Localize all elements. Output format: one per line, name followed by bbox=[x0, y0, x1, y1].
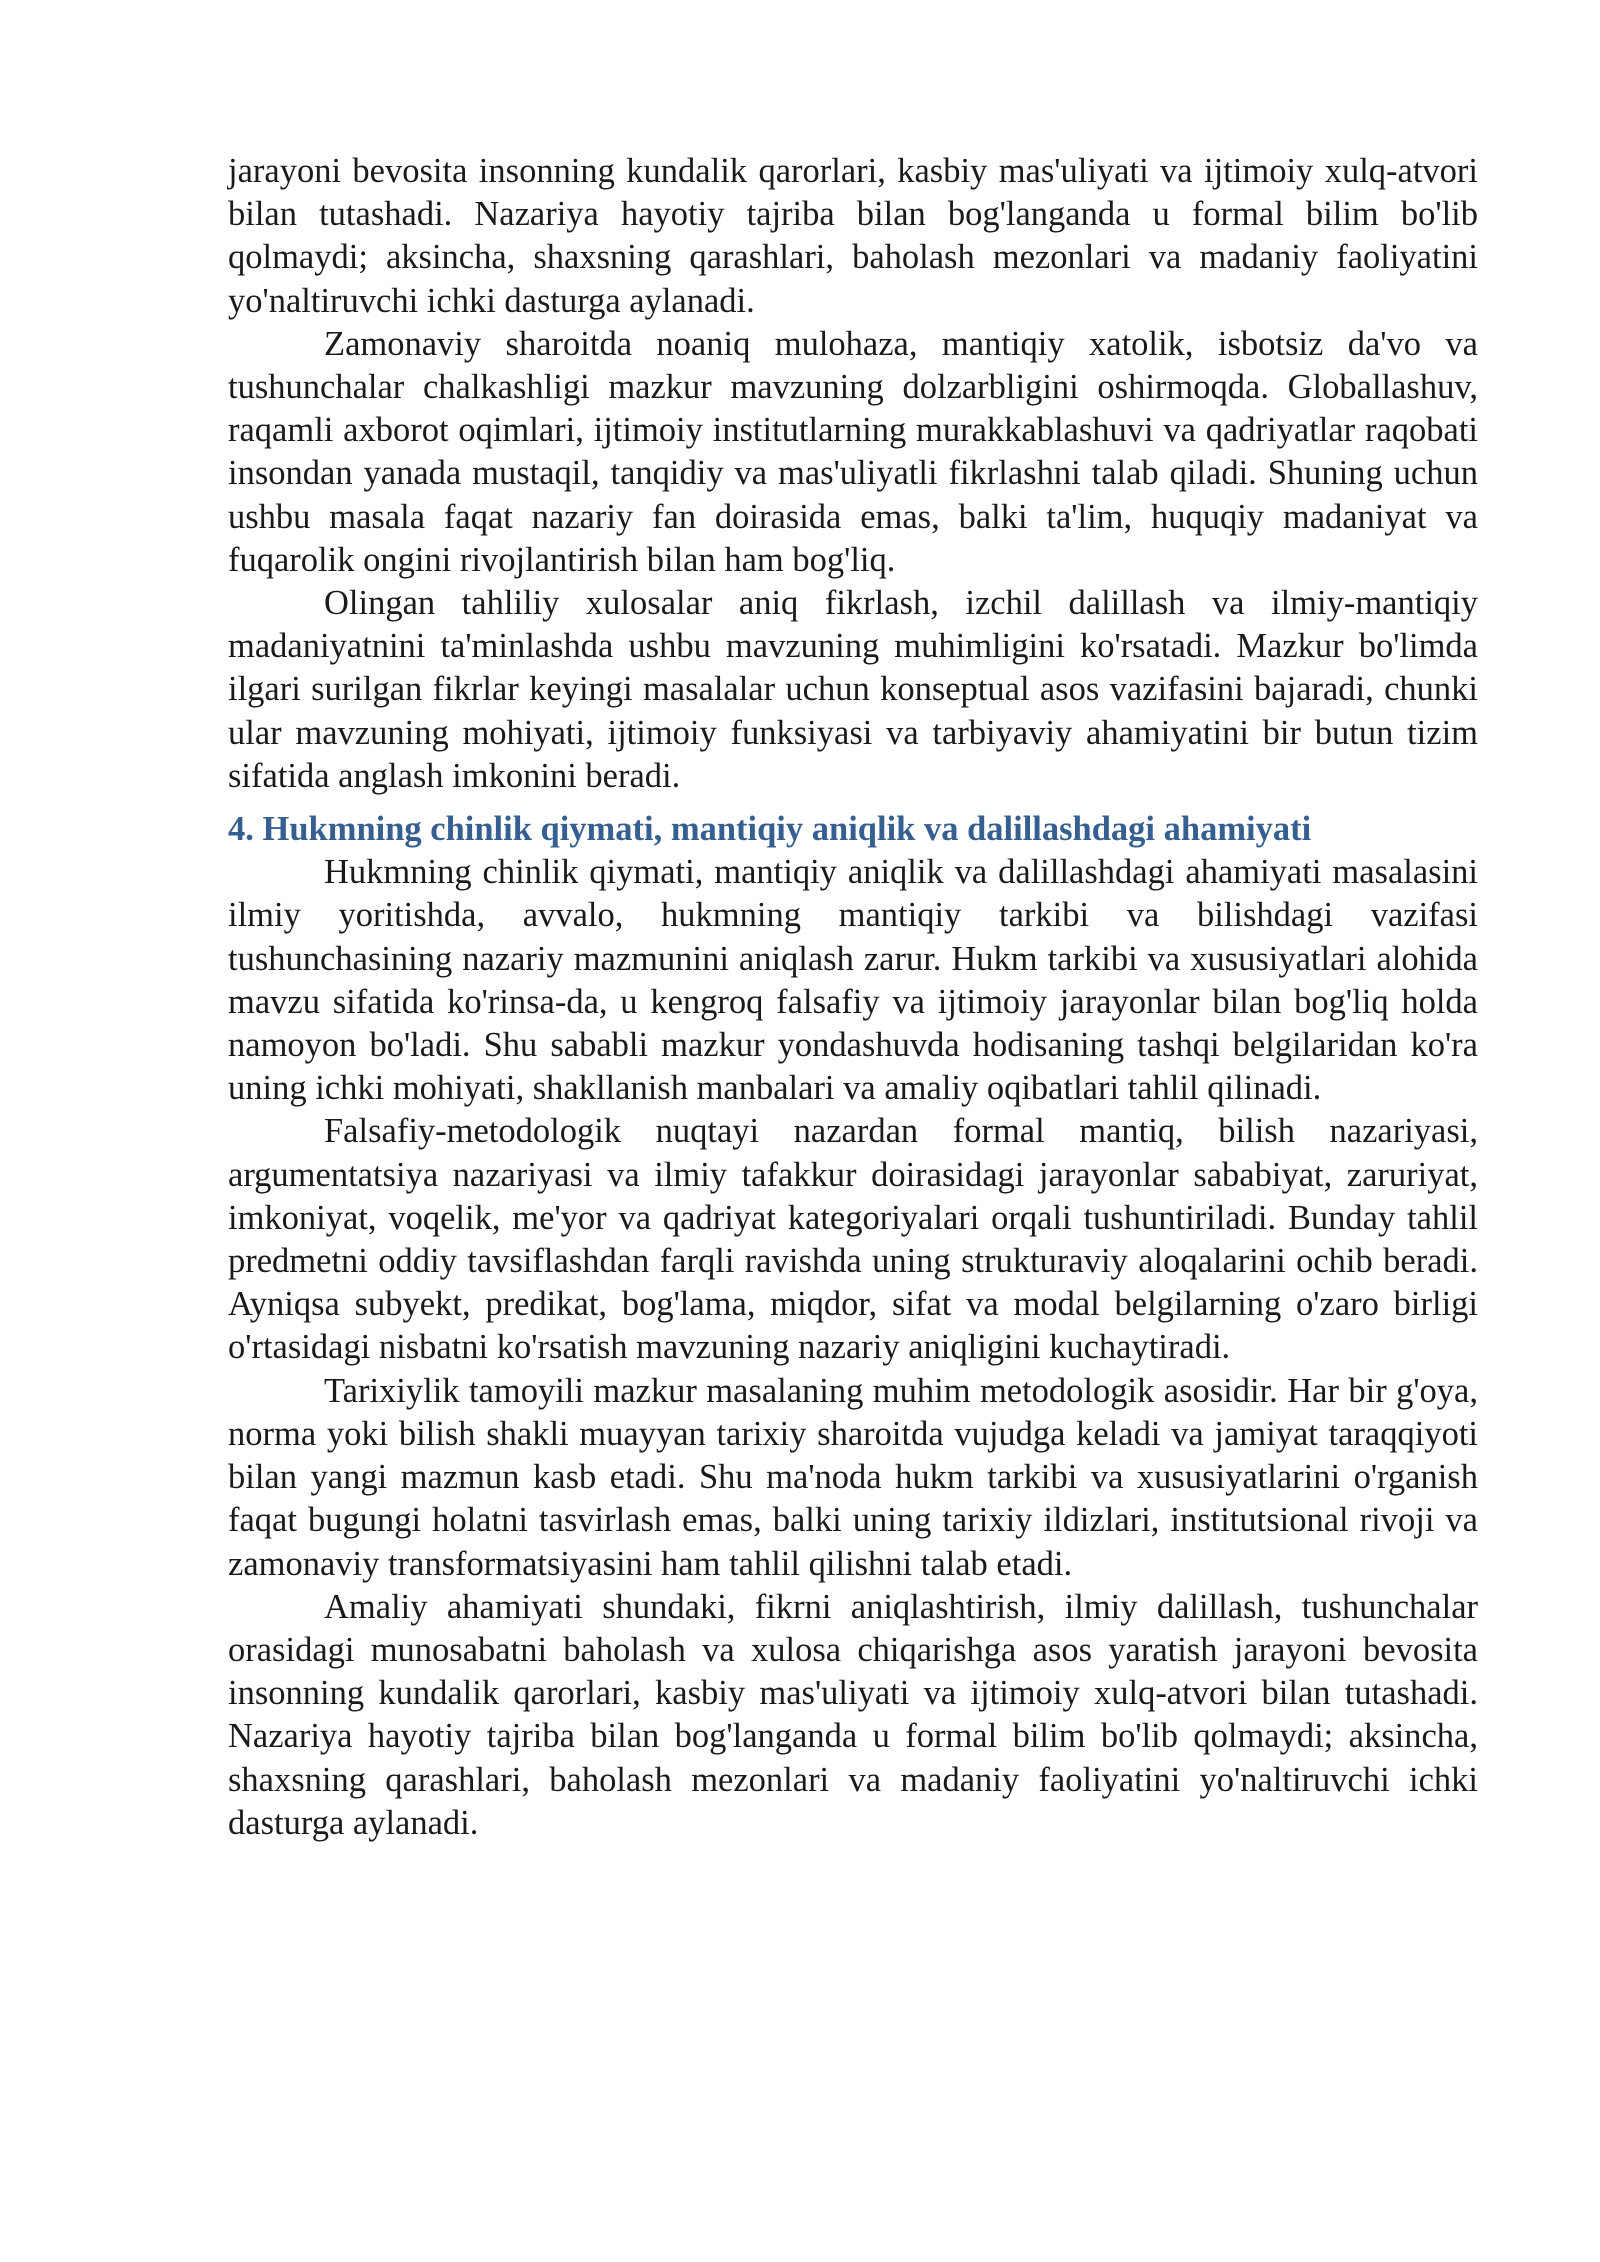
paragraph: Zamonaviy sharoitda noaniq mulohaza, mantiqiy xatolik, isbotsiz da'vo va tushunchalar chalkashligi mazkur mavzuning dolzarbligini oshirmoqda. Globallashuv, raqamli axborot oqimlari, ijtimoiy institutlarning murakkablashuvi va qadriyatlar raqobati insondan yanada mustaqil, tanqidiy va mas'uliyatli fikrlashni talab qiladi. Shuning uchun ushbu masala faqat nazariy fan doirasida emas, balki ta'lim, huquqiy madaniyat va fuqarolik ongini rivojlantirish bilan ham bog'liq. bbox=[228, 324, 1478, 579]
paragraph: Tarixiylik tamoyili mazkur masalaning muhim metodologik asosidir. Har bir g'oya, norma yoki bilish shakli muayyan tarixiy sharoitda vujudga keladi va jamiyat taraqqiyoti bilan yangi mazmun kasb etadi. Shu ma'noda hukm tarkibi va xususiyatlarini o'rganish faqat bugungi holatni tasvirlash emas, balki uning tarixiy ildizlari, institutsional rivoji va zamonaviy transformatsiyasini ham tahlil qilishni talab etadi. bbox=[228, 1371, 1478, 1583]
paragraph: Amaliy ahamiyati shundaki, fikrni aniqlashtirish, ilmiy dalillash, tushunchalar orasidagi munosabatni baholash va xulosa chiqarishga asos yaratish jarayoni bevosita insonning kundalik qarorlari, kasbiy mas'uliyati va ijtimoiy xulq-atvori bilan tutashadi. Nazariya hayotiy tajriba bilan bog'langanda u formal bilim bo'lib qolmaydi; aksincha, shaxsning qarashlari, baholash mezonlari va madaniy faoliyatini yo'naltiruvchi ichki dasturga aylanadi. bbox=[228, 1587, 1478, 1842]
document-page bbox=[228, 150, 1478, 1845]
section-heading: 4. Hukmning chinlik qiymati, mantiqiy aniqlik va dalillashdagi ahamiyati bbox=[228, 810, 1312, 849]
paragraph: Hukmning chinlik qiymati, mantiqiy aniqlik va dalillashdagi ahamiyati masalasini ilmiy yoritishda, avvalo, hukmning mantiqiy tarkibi va bilishdagi vazifasi tushunchasining nazariy mazmunini aniqlash zarur. Hukm tarkibi va xususiyatlari alohida mavzu sifatida ko'rinsa-da, u kengroq falsafiy va ijtimoiy jarayonlar bilan bog'liq holda namoyon bo'ladi. Shu sababli mazkur yondashuvda hodisaning tashqi belgilaridan ko'ra uning ichki mohiyati, shakllanish manbalari va amaliy oqibatlari tahlil qilinadi. bbox=[228, 853, 1478, 1108]
paragraph-continuation: jarayoni bevosita insonning kundalik qarorlari, kasbiy mas'uliyati va ijtimoiy xulq-atvori bilan tutashadi. Nazariya hayotiy tajriba bilan bog'langanda u formal bilim bo'lib qolmaydi; aksincha, shaxsning qarashlari, baholash mezonlari va madaniy faoliyatini yo'naltiruvchi ichki dasturga aylanadi. bbox=[228, 152, 1478, 320]
paragraph: Falsafiy-metodologik nuqtayi nazardan formal mantiq, bilish nazariyasi, argumentatsiya nazariyasi va ilmiy tafakkur doirasidagi jarayonlar sababiyat, zaruriyat, imkoniyat, voqelik, me'yor va qadriyat kategoriyalari orqali tushuntiriladi. Bunday tahlil predmetni oddiy tavsiflashdan farqli ravishda uning strukturaviy aloqalarini ochib beradi. Ayniqsa subyekt, predikat, bog'lama, miqdor, sifat va modal belgilarning o'zaro birligi o'rtasidagi nisbatni ko'rsatish mavzuning nazariy aniqligini kuchaytiradi. bbox=[228, 1112, 1478, 1367]
paragraph: Olingan tahliliy xulosalar aniq fikrlash, izchil dalillash va ilmiy-mantiqiy madaniyatnini ta'minlashda ushbu mavzuning muhimligini ko'rsatadi. Mazkur bo'limda ilgari surilgan fikrlar keyingi masalalar uchun konseptual asos vazifasini bajaradi, chunki ular mavzuning mohiyati, ijtimoiy funksiyasi va tarbiyaviy ahamiyatini bir butun tizim sifatida anglash imkonini beradi. bbox=[228, 584, 1478, 795]
